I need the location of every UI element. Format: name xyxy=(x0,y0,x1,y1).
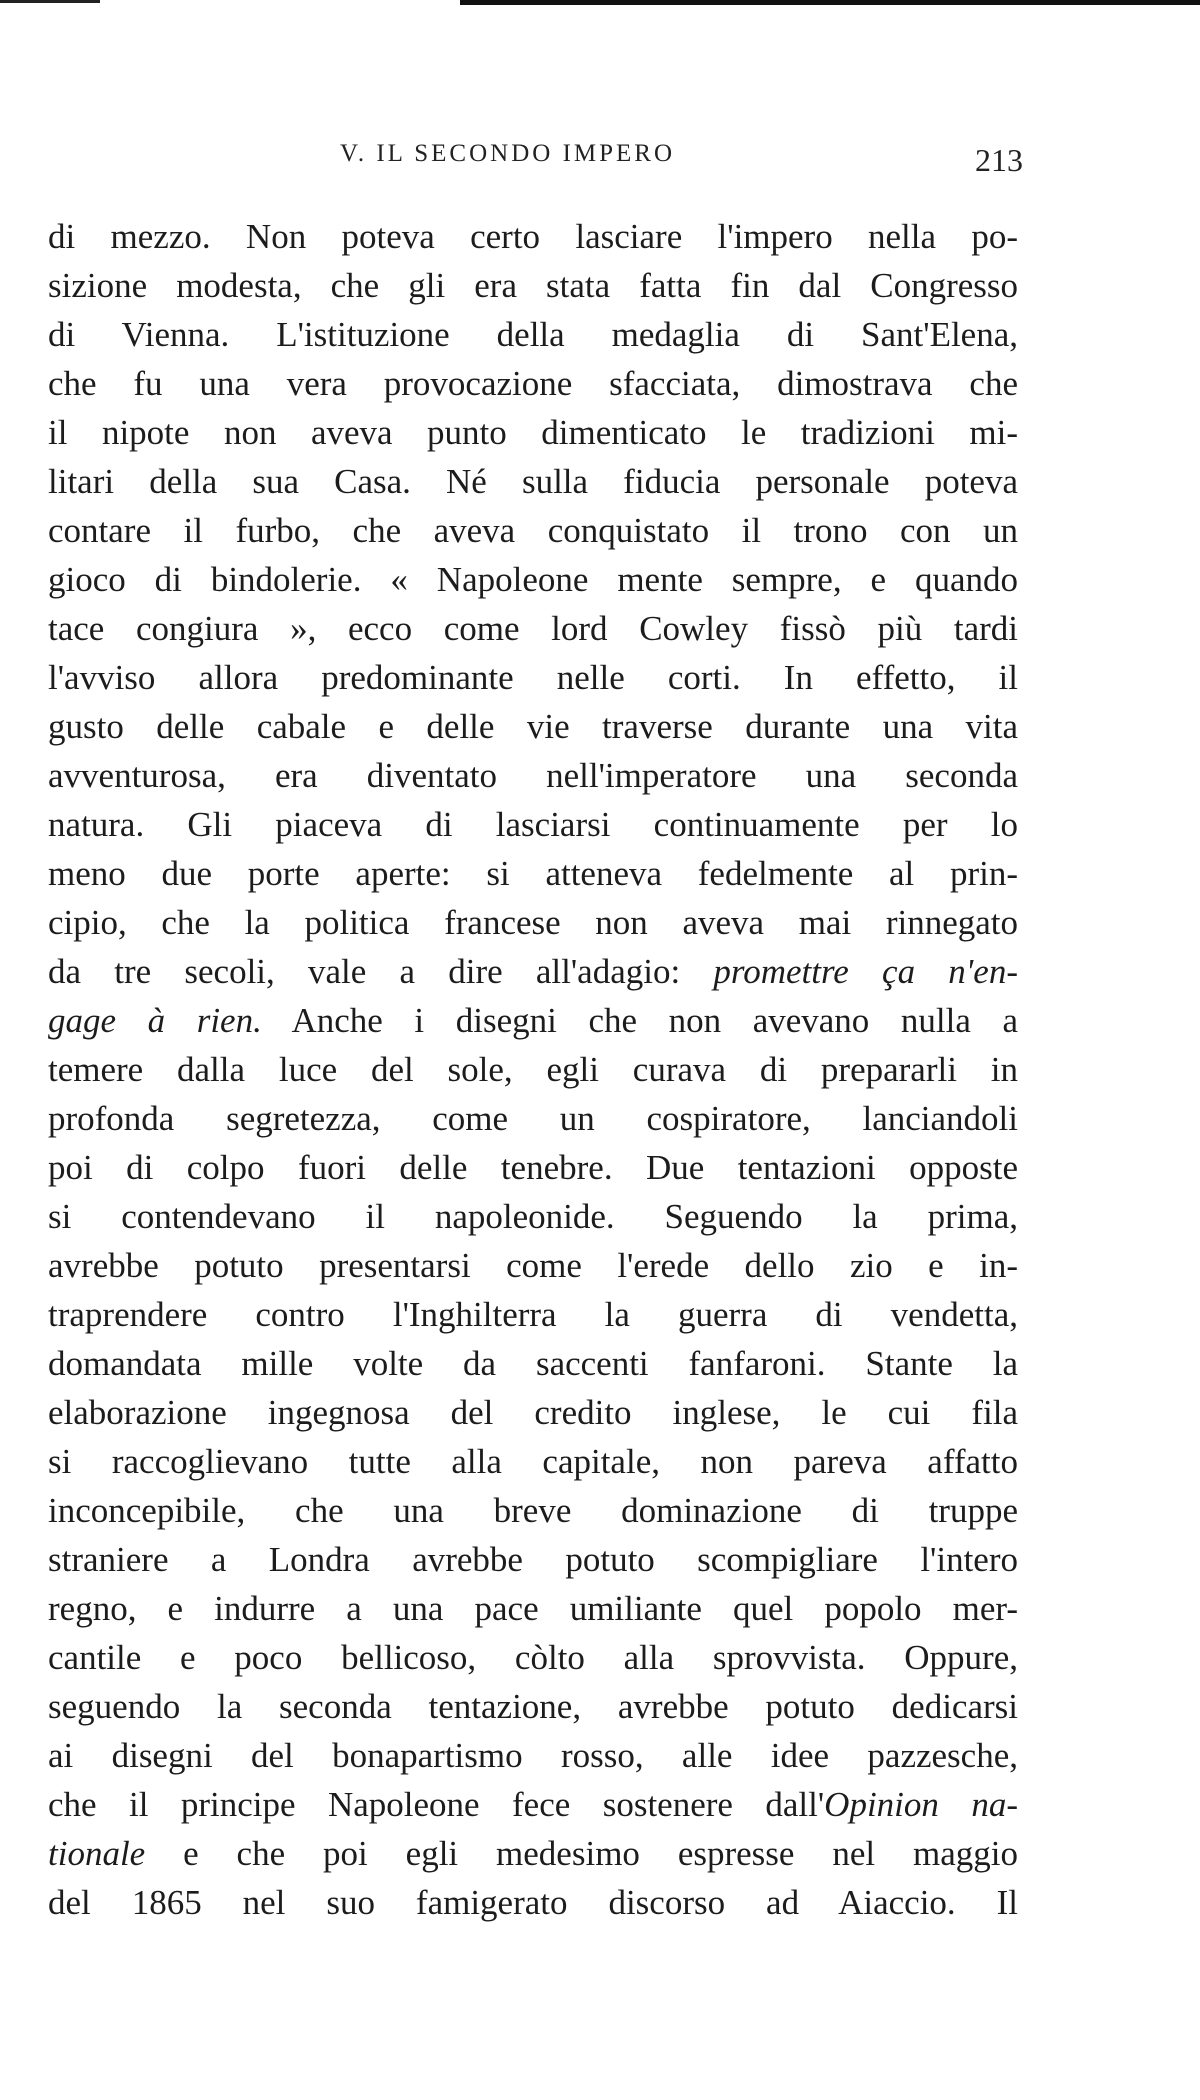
text-line: contare il furbo, che aveva conquistato il trono con un xyxy=(48,511,1018,550)
text-line: si contendevano il napoleonide. Seguendo la prima, xyxy=(48,1197,1018,1236)
text-run: Anche i disegni che non avevano nulla a xyxy=(261,1001,1018,1040)
text-line: il nipote non aveva punto dimenticato le tradizioni mi- xyxy=(48,413,1018,452)
italic-phrase: gage à rien. xyxy=(48,1001,262,1040)
italic-phrase: Opinion na- xyxy=(824,1785,1018,1824)
text-line: avventurosa, era diventato nell'imperatore una seconda xyxy=(48,756,1018,795)
text-run: e che poi egli medesimo espresse nel maggio xyxy=(145,1834,1018,1873)
text-line: straniere a Londra avrebbe potuto scompigliare l'intero xyxy=(48,1540,1018,1579)
text-line: gioco di bindolerie. « Napoleone mente sempre, e quando xyxy=(48,560,1018,599)
text-line: litari della sua Casa. Né sulla fiducia personale poteva xyxy=(48,462,1018,501)
body-text xyxy=(48,212,1018,1927)
italic-phrase: tionale xyxy=(48,1834,146,1873)
text-line: gusto delle cabale e delle vie traverse durante una vita xyxy=(48,707,1018,746)
text-line: di mezzo. Non poteva certo lasciare l'impero nella po- xyxy=(48,217,1018,256)
text-line: tace congiura », ecco come lord Cowley fissò più tardi xyxy=(48,609,1018,648)
text-line: natura. Gli piaceva di lasciarsi continuamente per lo xyxy=(48,805,1018,844)
top-edge-rule-right xyxy=(460,0,1200,5)
text-line: avrebbe potuto presentarsi come l'erede dello zio e in- xyxy=(48,1246,1018,1285)
text-line: poi di colpo fuori delle tenebre. Due tentazioni opposte xyxy=(48,1148,1018,1187)
text-line: profonda segretezza, come un cospiratore, lanciandoli xyxy=(48,1099,1018,1138)
text-line: traprendere contro l'Inghilterra la guerra di vendetta, xyxy=(48,1295,1018,1334)
text-line: seguendo la seconda tentazione, avrebbe potuto dedicarsi xyxy=(48,1687,1018,1726)
text-line xyxy=(48,996,1018,1045)
text-line: si raccoglievano tutte alla capitale, non pareva affatto xyxy=(48,1442,1018,1481)
text-line: di Vienna. L'istituzione della medaglia di Sant'Elena, xyxy=(48,315,1018,354)
chapter-title: V. IL SECONDO IMPERO xyxy=(340,140,676,167)
text-line: del 1865 nel suo famigerato discorso ad Aiaccio. Il xyxy=(48,1883,1018,1922)
text-line: regno, e indurre a una pace umiliante quel popolo mer- xyxy=(48,1589,1018,1628)
text-line xyxy=(48,1829,1018,1878)
text-line: elaborazione ingegnosa del credito inglese, le cui fila xyxy=(48,1393,1018,1432)
text-line: sizione modesta, che gli era stata fatta fin dal Congresso xyxy=(48,266,1018,305)
italic-phrase: promettre ça n'en- xyxy=(713,952,1018,991)
text-line xyxy=(48,1780,1018,1829)
text-line: ai disegni del bonapartismo rosso, alle idee pazzesche, xyxy=(48,1736,1018,1775)
running-head xyxy=(0,140,1200,180)
text-line xyxy=(48,947,1018,996)
text-line: che fu una vera provocazione sfacciata, dimostrava che xyxy=(48,364,1018,403)
page-number: 213 xyxy=(975,142,1023,178)
text-run: da tre secoli, vale a dire all'adagio: xyxy=(48,952,714,991)
text-run: che il principe Napoleone fece sostenere dall' xyxy=(48,1785,825,1824)
text-line: cantile e poco bellicoso, còlto alla sprovvista. Oppure, xyxy=(48,1638,1018,1677)
top-edge-rule-left xyxy=(0,0,100,3)
text-line: domandata mille volte da saccenti fanfaroni. Stante la xyxy=(48,1344,1018,1383)
text-line: l'avviso allora predominante nelle corti. In effetto, il xyxy=(48,658,1018,697)
text-line: meno due porte aperte: si atteneva fedelmente al prin- xyxy=(48,854,1018,893)
text-line: inconcepibile, che una breve dominazione di truppe xyxy=(48,1491,1018,1530)
text-line: temere dalla luce del sole, egli curava di prepararli in xyxy=(48,1050,1018,1089)
text-line: cipio, che la politica francese non aveva mai rinnegato xyxy=(48,903,1018,942)
